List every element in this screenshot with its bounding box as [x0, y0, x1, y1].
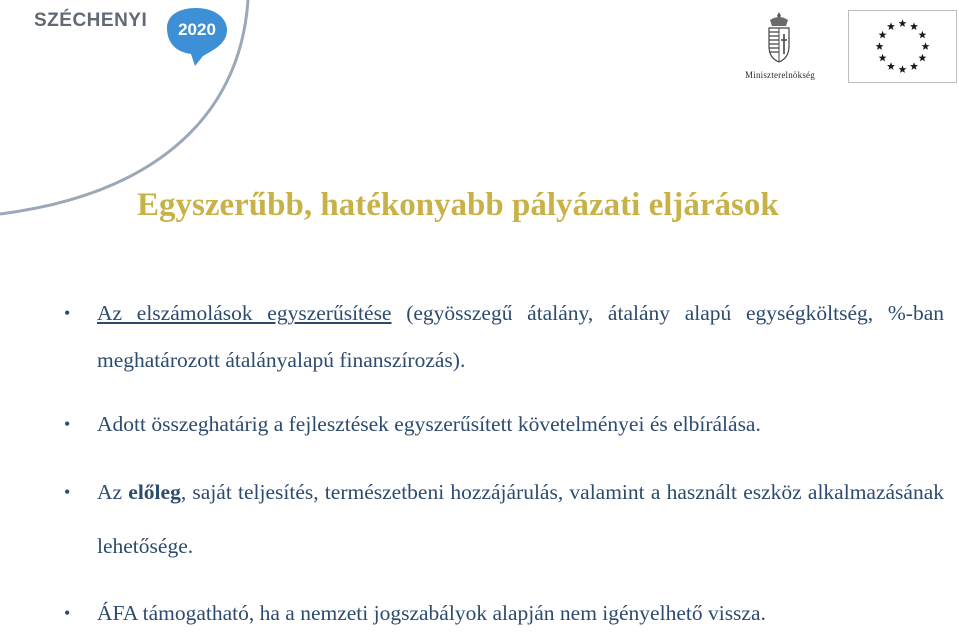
eu-star — [879, 31, 887, 39]
bullet-item-simplified-requirements — [60, 401, 944, 448]
bullet-text-pre: Az — [97, 480, 129, 504]
eu-star — [899, 65, 907, 73]
eu-star — [922, 42, 930, 50]
bullet-list — [60, 290, 944, 637]
szechenyi-logo-word: SZÉCHENYI — [34, 10, 148, 31]
eu-star — [887, 62, 895, 70]
szechenyi-logo-year: 2020 — [178, 20, 216, 39]
eu-star — [876, 42, 884, 50]
eu-star — [918, 31, 926, 39]
ministry-logo — [727, 12, 833, 88]
bullet-item-vat-eligible — [60, 590, 944, 637]
eu-star — [910, 22, 918, 30]
bullet-item-advance-payment — [60, 465, 944, 573]
bullet-text: (egyösszegű átalány, átalány alapú egységköltség, %-ban meghatározott átalányalapú finanszírozás). — [97, 301, 944, 372]
bullet-item-simplified-accounting — [60, 290, 944, 384]
bullet-underlined-text: Az elszámolások egyszerűsítése — [97, 301, 392, 325]
bullet-dot-icon: • — [64, 414, 71, 434]
slide-title: Egyszerűbb, hatékonyabb pályázati eljárások — [137, 187, 779, 223]
bullet-text: Adott összeghatárig a fejlesztések egyszerűsített követelményei és elbírálása. — [97, 412, 761, 436]
bullet-dot-icon: • — [64, 303, 71, 323]
bullet-bold-text: előleg — [128, 480, 181, 504]
eu-star — [879, 54, 887, 62]
eu-star — [887, 22, 895, 30]
eu-star — [918, 54, 926, 62]
hungarian-coat-of-arms-icon — [765, 12, 793, 66]
bullet-dot-icon: • — [64, 603, 71, 623]
map-pin-icon — [157, 6, 235, 66]
bullet-dot-icon: • — [64, 482, 71, 502]
eu-star — [899, 19, 907, 27]
eu-star — [910, 62, 918, 70]
ministry-name: Miniszterelnökség — [745, 70, 815, 80]
eu-stars-icon — [849, 11, 956, 82]
eu-flag — [848, 10, 957, 83]
bullet-text-post: , saját teljesítés, természetbeni hozzájárulás, valamint a használt eszköz alkalmazásának lehetősége. — [97, 480, 944, 558]
bullet-text: ÁFA támogatható, ha a nemzeti jogszabályok alapján nem igényelhető vissza. — [97, 601, 766, 625]
